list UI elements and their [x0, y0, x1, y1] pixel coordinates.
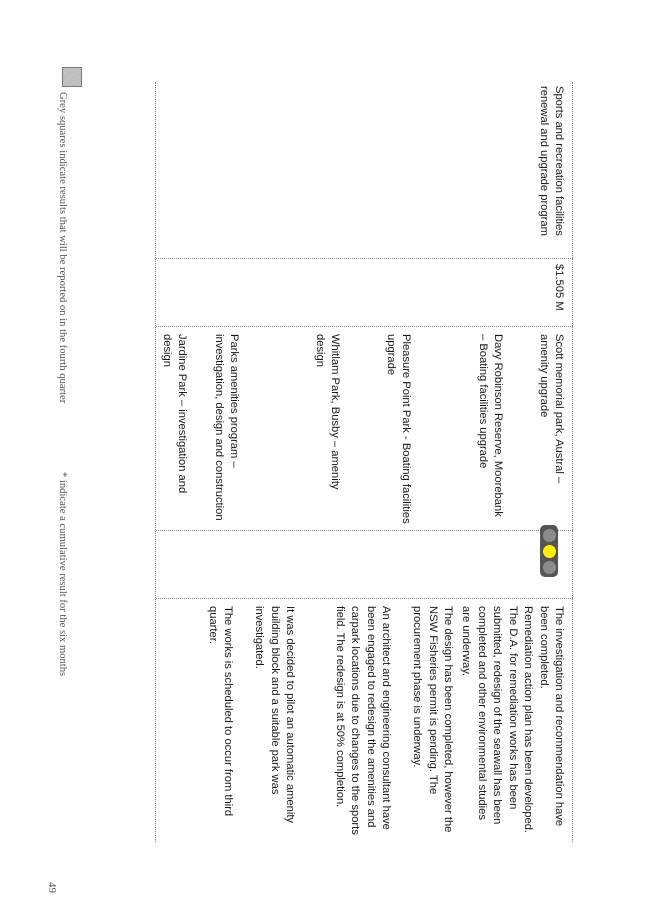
- comment-item: The works is scheduled to occur from third quarter.: [206, 606, 234, 817]
- project-item: Whitlam Park, Busby – amenity design: [313, 334, 341, 490]
- project-item: Pleasure Point Park - Boating facilities upgrade: [384, 334, 412, 524]
- col-divider-2: [156, 326, 573, 327]
- project-item: Parks amenities program – investigation, design and construction: [212, 334, 240, 521]
- table-bottom-rule: [155, 82, 156, 842]
- col-divider-1: [156, 258, 573, 259]
- table-top-rule: [572, 82, 573, 842]
- col-divider-4: [156, 598, 573, 599]
- program-name: Sports and recreation facilities renewal and upgrade program: [537, 86, 565, 236]
- traffic-light-amber-lamp: [543, 545, 556, 558]
- program-budget: $1.505 M: [553, 264, 565, 311]
- project-item: Davy Robinson Reserve, Moorebank – Boating facilities upgrade: [476, 334, 504, 517]
- cumulative-note: * indicate a cumulative result for the six months: [57, 472, 68, 677]
- grey-square-icon: [62, 67, 82, 87]
- project-item: Jardine Park – investigation and design: [160, 334, 188, 494]
- grey-square-note: Grey squares indicate results that will be reported on in the fourth quarter: [57, 92, 68, 404]
- traffic-light-red-lamp: [543, 529, 556, 542]
- traffic-light-icon: [540, 525, 558, 577]
- comment-item: The design has been completed, however the NSW Fisheries permit is pending. The procurement phase is underway.: [411, 606, 454, 833]
- traffic-light-green-lamp: [543, 561, 556, 574]
- comment-item: Remediation action plan has been developed. The D.A. for remediation works has been submitted, redesign of the seawall has been completed and other environmental studies are underway.: [460, 606, 534, 834]
- comment-item: The investigation and recommendation have been completed.: [537, 606, 565, 827]
- comment-item: An architect and engineering consultant have been engaged to redesign the amenities and carpark locations due to changes to the sports field. The redesign is at 50% completion.: [333, 606, 392, 835]
- comment-item: It was decided to pilot an automatic amenity building block and a suitable park was investigated.: [253, 606, 296, 824]
- col-divider-3: [156, 530, 573, 531]
- page-number: 49: [46, 882, 58, 893]
- project-item: Scott memorial park, Austral – amenity upgrade: [537, 334, 565, 484]
